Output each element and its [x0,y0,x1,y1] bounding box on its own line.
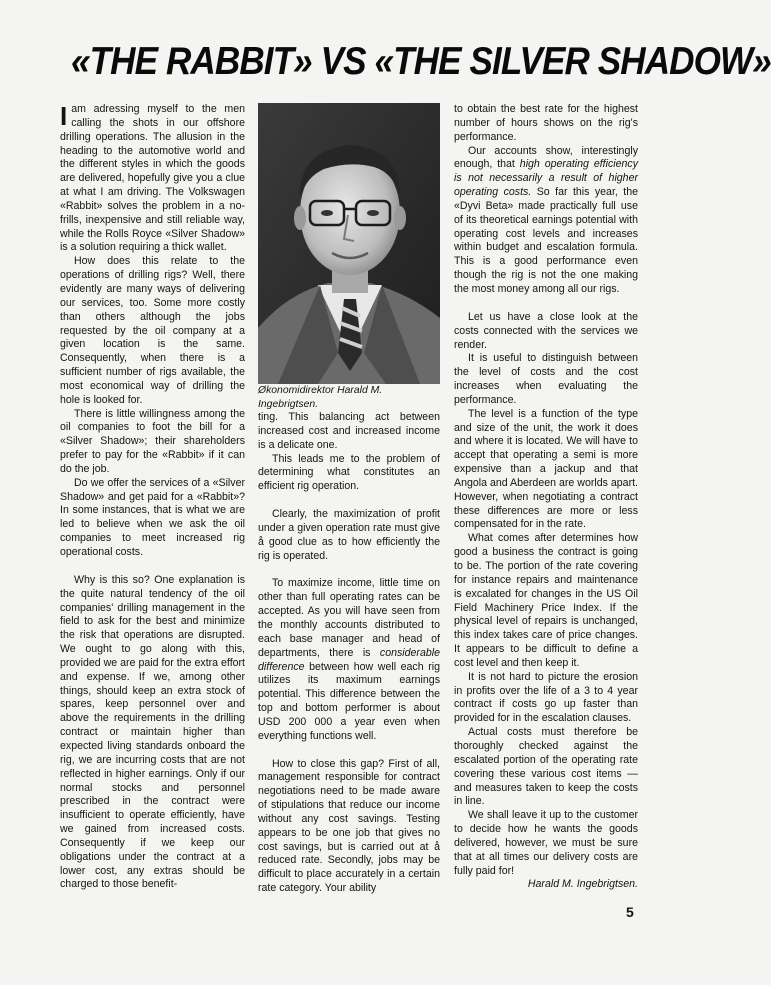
paragraph: This leads me to the problem of determining what constitutes an efficient rig operation. [258,452,440,493]
paragraph: There is little willingness among the oil companies to foot the bill for a «Silver Shadow»; their shareholders prefer to pay for the «Rabbit» if it can do the job. [60,407,245,475]
paragraph: The level is a function of the type and size of the unit, the work it does and where it is located. We will have to accept that operating a semi is more expensive than a jackup and that Angola and Aberdeen are worlds apart. However, when negotiating a contract these differences are more or less compensated for in the rate. [454,407,638,531]
paragraph: Actual costs must therefore be thoroughly checked against the escalated portion of the operating rate covering these various cost items — and measures taken to keep the costs in line. [454,726,638,808]
paragraph: Let us have a close look at the costs connected with the services we render. [454,310,638,351]
paragraph: Clearly, the maximization of profit under a given operation rate must give å good clue as to how efficiently the rig is operated. [258,508,440,562]
paragraph: How does this relate to the operations of drilling rigs? Well, there evidently are many ways of delivering our services, too. Some more costly than others although the jobs requested by the oil company at a given location is the same. Consequently, when there is a sufficient number of rigs available, the most economical way of drilling the hole is looked for. [60,255,245,406]
paragraph-text: To maximize income, little time on other than full operating rates can be accepted. As you will have seen from the monthly accounts distributed to each base manager and head of departments, there is [258,577,440,659]
paragraph-text: So far this year, the «Dyvi Beta» made practically full use of its theoretical earnings potential with operating cost levels and increases within budget and escalation formula. This is a good performance even though the rig is not the one making the most money among all our rigs. [454,186,638,295]
paragraph-text: Our accounts show, interestingly enough, that [454,144,638,171]
column-2 [258,103,440,896]
emphasis-text: considerable difference [258,646,440,673]
portrait-illustration [258,103,440,384]
paragraph: How to close this gap? First of all, management responsible for contract negotiations need to be made aware of stipulations that reduce our income without any cost savings. Testing appears to be one job that gives no cost savings, but is carried out at å reduced rate. Secondly, jobs may be difficult to place accurately in a certain rate category. Your ability [258,757,440,895]
portrait-photo [258,103,440,384]
paragraph: Why is this so? One explanation is the quite natural tendency of the oil companies' drilling management in the field to ask for the best and minimize the risk that operations are disrupted. We ought to go along with this, provided we are paid for the extra effort and expense. If we, among other things, should keep an extra stock of spares, keep personnel over and above the requirements in the drilling contract or maintain higher than expected living standards onboard the rig, we are incurring costs that are not reflected in higher earnings. Only if our normal stocks and personnel prescribed in the contract were insufficient to operate efficiently, have we gained from increased costs. Consequently if we keep our obligations under the contract at a lower cost, any extras should be charged to those benefit- [60,573,245,891]
paragraph: Do we offer the services of a «Silver Shadow» and get paid for a «Rabbit»? In some instances, that is what we are led to believe when we ask the oil companies to meet increased rig operational costs. [60,476,245,558]
paragraph: to obtain the best rate for the highest number of hours shows on the rig's performance. [454,103,638,143]
column-1 [60,103,245,892]
intro-paragraph [60,103,245,255]
paragraph [258,577,440,743]
paragraph: We shall leave it up to the customer to decide how he wants the goods delivered, however, we must be sure that at all times our delivery costs are fully paid for! [454,809,638,877]
paragraph-text: between how well each rig utilizes its maximum earnings potential. This difference between the top and bottom performer is about USD 200 000 a year even when everything functions well. [258,660,440,742]
paragraph [454,145,638,297]
paragraph: It is useful to distinguish between the level of costs and the cost increases when evaluating the performance. [454,352,638,406]
paragraph-text: am adressing myself to the men calling the shots in our offshore drilling operations. The allusion in the heading to the automotive world and the different styles in which the goods are delivered, hopefully give you a clue at what I am driving. The Volkswagen «Rabbit» solves the problem in a no-frills, inexpensive and still reliable way, while the Rolls Royce «Silver Shadow» is a solution requiring a thick wallet. [60,103,245,254]
paragraph: It is not hard to picture the erosion in profits over the life of a 3 to 4 year contract if costs go up faster than provided for in the escalation clauses. [454,670,638,725]
emphasis-text: high operating efficiency is not necessarily a result of higher operating costs. [454,158,638,199]
paragraph: What comes after determines how good a business the contract is going to be. The portion of the rate covering for instance repairs and maintenance is excalated for changes in the US Oil Field Machinery Price Index. If the physical level of repairs is unchanged, this index takes care of price changes. It appears to be difficult to define a cost level and then keep it. [454,532,638,669]
photo-caption: Økonomidirektor Harald M. Ingebrigtsen. [258,385,383,410]
column-3 [454,103,638,892]
page-number: 5 [626,904,634,920]
signature: Harald M. Ingebrigtsen. [527,878,638,891]
headline: «THE RABBIT» VS «THE SILVER SHADOW» [71,40,771,83]
drop-cap: I [60,101,68,131]
paragraph: ting. This balancing act between increased cost and increased income is a delicate one. [258,411,440,451]
